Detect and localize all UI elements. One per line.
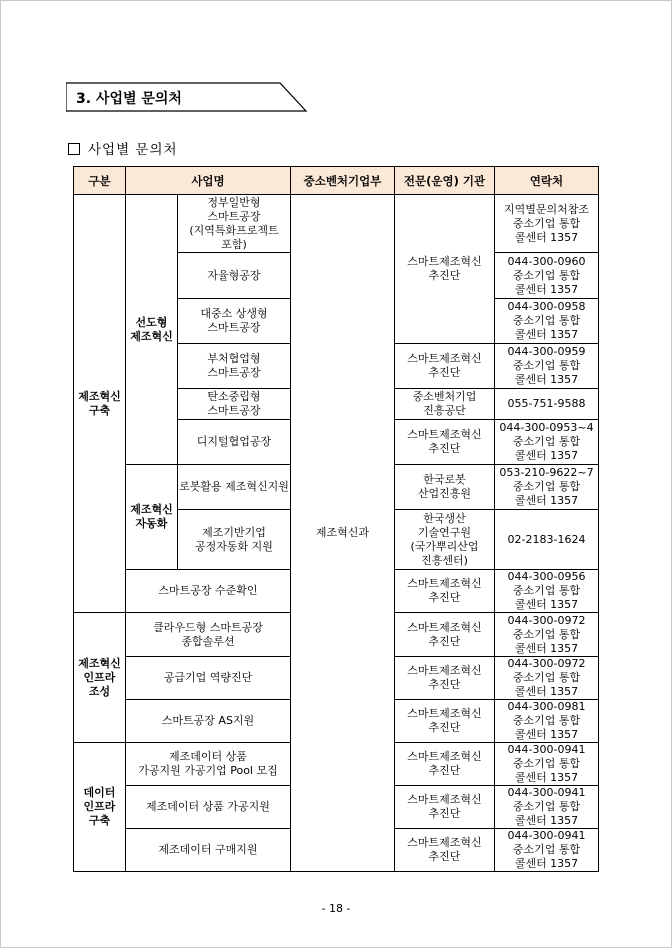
- agency-cell: 스마트제조혁신 추진단: [395, 344, 495, 389]
- header-ministry: 중소벤처기업부: [291, 167, 395, 195]
- agency-cell: 스마트제조혁신 추진단: [395, 786, 495, 829]
- header-category: 구분: [74, 167, 126, 195]
- agency-cell: 스마트제조혁신 추진단: [395, 743, 495, 786]
- contact-cell: 044-300-0959 중소기업 통합 콜센터 1357: [495, 344, 599, 389]
- contact-cell: 044-300-0960 중소기업 통합 콜센터 1357: [495, 253, 599, 299]
- program-name: 공급기업 역량진단: [126, 657, 291, 700]
- contact-cell: 044-300-0953~4 중소기업 통합 콜센터 1357: [495, 420, 599, 465]
- header-agency: 전문(운영) 기관: [395, 167, 495, 195]
- contact-cell: 053-210-9622~7 중소기업 통합 콜센터 1357: [495, 465, 599, 510]
- program-name: 대중소 상생형 스마트공장: [178, 299, 291, 344]
- contact-cell: 044-300-0972 중소기업 통합 콜센터 1357: [495, 657, 599, 700]
- subsection-title: 사업별 문의처: [88, 142, 178, 158]
- program-name: 제조데이터 구매지원: [126, 829, 291, 872]
- program-name: 자율형공장: [178, 253, 291, 299]
- category-cell: 제조혁신 구축: [74, 195, 126, 613]
- program-name: 클라우드형 스마트공장 종합솔루션: [126, 613, 291, 657]
- contact-cell: 02-2183-1624: [495, 510, 599, 570]
- contacts-table: [73, 166, 599, 872]
- header-program: 사업명: [126, 167, 291, 195]
- program-name: 스마트공장 수준확인: [126, 570, 291, 613]
- agency-cell: 중소벤처기업 진흥공단: [395, 389, 495, 420]
- program-name: 디지털협업공장: [178, 420, 291, 465]
- contact-cell: 044-300-0956 중소기업 통합 콜센터 1357: [495, 570, 599, 613]
- contact-cell: 044-300-0972 중소기업 통합 콜센터 1357: [495, 613, 599, 657]
- agency-cell: 한국생산 기술연구원 (국가뿌리산업 진흥센터): [395, 510, 495, 570]
- contact-cell: 044-300-0941 중소기업 통합 콜센터 1357: [495, 829, 599, 872]
- agency-cell: 스마트제조혁신 추진단: [395, 570, 495, 613]
- agency-cell: 한국로봇 산업진흥원: [395, 465, 495, 510]
- table-row: [74, 195, 599, 253]
- ministry-cell: 제조혁신과: [291, 195, 395, 872]
- program-name: 제조데이터 상품 가공지원 가공기업 Pool 모집: [126, 743, 291, 786]
- contact-cell: 044-300-0941 중소기업 통합 콜센터 1357: [495, 743, 599, 786]
- contact-cell: 044-300-0941 중소기업 통합 콜센터 1357: [495, 786, 599, 829]
- agency-cell: 스마트제조혁신 추진단: [395, 420, 495, 465]
- agency-cell: 스마트제조혁신 추진단: [395, 829, 495, 872]
- program-name: 탄소중립형 스마트공장: [178, 389, 291, 420]
- agency-cell: 스마트제조혁신 추진단: [395, 195, 495, 344]
- category-cell: 제조혁신 인프라 조성: [74, 613, 126, 743]
- agency-cell: 스마트제조혁신 추진단: [395, 613, 495, 657]
- subcategory-cell: 제조혁신 자동화: [126, 465, 178, 570]
- section-heading: [66, 82, 306, 112]
- category-cell: 데이터 인프라 구축: [74, 743, 126, 872]
- table-header-row: [74, 167, 599, 195]
- program-name: 스마트공장 AS지원: [126, 700, 291, 743]
- contact-cell: 지역별문의처참조 중소기업 통합 콜센터 1357: [495, 195, 599, 253]
- subsection-heading: [68, 138, 178, 158]
- program-name: 제조기반기업 공정자동화 지원: [178, 510, 291, 570]
- page-number: - 18 -: [321, 902, 351, 915]
- header-contact: 연락처: [495, 167, 599, 195]
- contact-cell: 044-300-0981 중소기업 통합 콜센터 1357: [495, 700, 599, 743]
- section-title: 3. 사업별 문의처: [76, 91, 182, 107]
- checkbox-square-icon: [68, 143, 80, 155]
- program-name: 정부일반형 스마트공장 (지역특화프로젝트 포함): [178, 195, 291, 253]
- agency-cell: 스마트제조혁신 추진단: [395, 657, 495, 700]
- contact-cell: 044-300-0958 중소기업 통합 콜센터 1357: [495, 299, 599, 344]
- program-name: 로봇활용 제조혁신지원: [178, 465, 291, 510]
- program-name: 제조데이터 상품 가공지원: [126, 786, 291, 829]
- contact-cell: 055-751-9588: [495, 389, 599, 420]
- agency-cell: 스마트제조혁신 추진단: [395, 700, 495, 743]
- subcategory-cell: 선도형 제조혁신: [126, 195, 178, 465]
- program-name: 부처협업형 스마트공장: [178, 344, 291, 389]
